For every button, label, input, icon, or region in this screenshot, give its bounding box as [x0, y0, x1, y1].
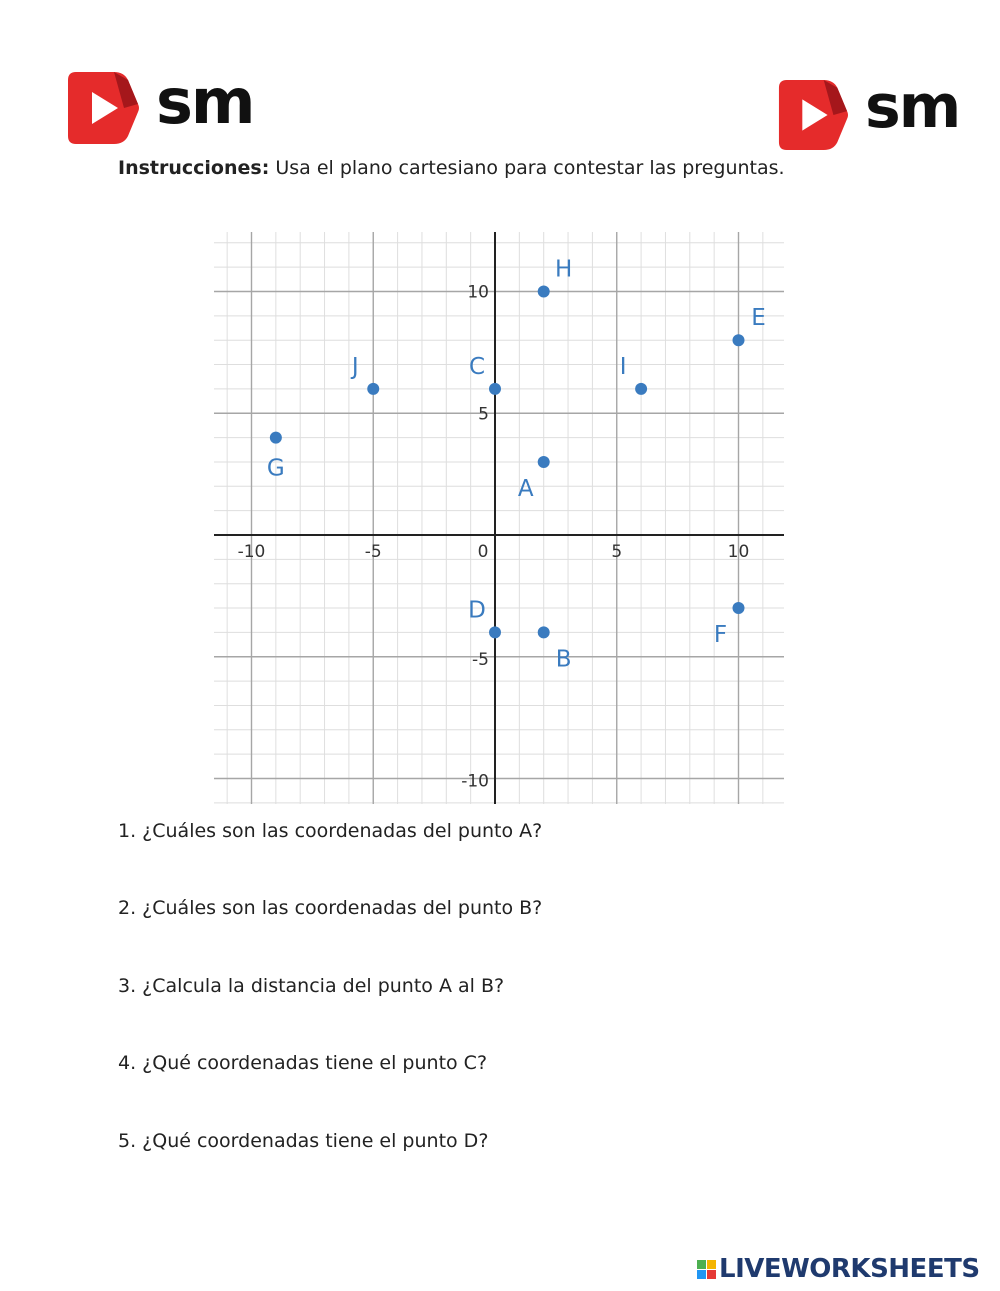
x-tick-label: 10 — [727, 542, 750, 562]
point-c — [489, 383, 501, 395]
mark-square-l — [697, 1260, 706, 1269]
y-tick-label: -10 — [461, 771, 489, 792]
instructions — [118, 157, 785, 179]
x-tick-label: -10 — [237, 542, 266, 562]
x-tick-label: 0 — [477, 542, 489, 562]
point-a — [538, 456, 550, 468]
point-label-d: D — [468, 597, 486, 624]
point-e — [733, 334, 745, 346]
point-label-f: F — [713, 622, 728, 649]
point-label-g: G — [266, 455, 285, 482]
x-tick-label: 5 — [611, 542, 623, 562]
mark-square-i — [707, 1260, 716, 1269]
point-j — [367, 383, 379, 395]
x-tick-label: -5 — [364, 542, 382, 562]
question-1: 1. ¿Cuáles son las coordenadas del punto A? — [118, 820, 543, 842]
sm-wordmark: sm — [865, 72, 960, 142]
y-tick-label: 10 — [467, 282, 489, 303]
sm-logo-mark-icon — [777, 78, 849, 152]
sm-wordmark: sm — [156, 64, 254, 138]
point-i — [635, 383, 647, 395]
question-2: 2. ¿Cuáles son las coordenadas del punto B? — [118, 897, 543, 919]
y-tick-label: -5 — [472, 649, 489, 670]
y-tick-label: 5 — [478, 404, 489, 425]
sm-logo-left — [66, 64, 254, 146]
point-d — [489, 626, 501, 638]
instructions-label: Instrucciones: — [118, 157, 270, 179]
point-label-b: B — [555, 646, 572, 673]
instructions-text: Usa el plano cartesiano para contestar las preguntas. — [269, 157, 785, 179]
cartesian-plane — [214, 232, 784, 804]
sm-logo-mark-icon — [66, 70, 140, 146]
mark-square-v — [697, 1270, 706, 1279]
sm-logo-right — [777, 72, 960, 152]
point-label-h: H — [555, 256, 573, 283]
liveworksheets-brand — [697, 1254, 980, 1284]
point-label-c: C — [468, 353, 486, 380]
point-h — [538, 286, 550, 298]
point-f — [733, 602, 745, 614]
question-4: 4. ¿Qué coordenadas tiene el punto C? — [118, 1052, 488, 1074]
point-g — [270, 432, 282, 444]
question-5: 5. ¿Qué coordenadas tiene el punto D? — [118, 1130, 489, 1152]
point-label-a: A — [517, 475, 534, 502]
liveworksheets-text: LIVEWORKSHEETS — [719, 1254, 980, 1284]
point-label-e: E — [751, 305, 766, 332]
point-label-j: J — [351, 353, 359, 380]
mark-square-e — [707, 1270, 716, 1279]
liveworksheets-mark-icon — [697, 1260, 716, 1279]
point-b — [538, 626, 550, 638]
point-label-i: I — [619, 353, 627, 380]
question-3: 3. ¿Calcula la distancia del punto A al B? — [118, 975, 505, 997]
